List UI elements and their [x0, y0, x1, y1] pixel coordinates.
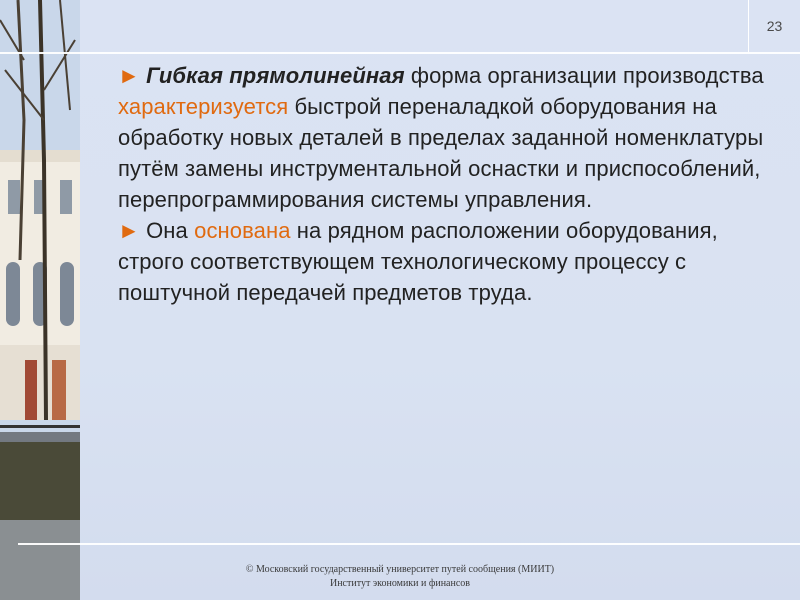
- paragraph-2: [118, 215, 778, 308]
- slide-body: [118, 60, 778, 308]
- accent-word-characterized: характеризуется: [118, 94, 289, 119]
- paragraph-2-text-b: на рядном расположении оборудования, строго соответствующем технологическому процессу с поштучной передачей предметов труда.: [118, 218, 718, 305]
- building-photo-image: [0, 0, 80, 600]
- footer-institute: Институт экономики и финансов: [329, 578, 471, 589]
- paragraph-2-text-a: Она: [139, 218, 195, 243]
- paragraph-1-text-a: форма организации производства: [404, 63, 764, 88]
- paragraph-1-text-b: быстрой переналадкой оборудования на обработку новых деталей в пределах заданной номенклатуры путём замены инструментальной оснастки и приспособлений, перепрограммирования системы управления.: [118, 94, 764, 212]
- top-divider: [0, 52, 800, 54]
- footer: [200, 563, 600, 591]
- term-highlight: Гибкая прямолинейная: [146, 63, 405, 88]
- footer-copyright: © Московский государственный университет путей сообщения (МИИТ): [245, 564, 555, 575]
- bullet-arrow-icon: ►: [118, 218, 140, 243]
- accent-word-based: основана: [194, 218, 291, 243]
- bottom-divider: [18, 543, 800, 545]
- building-photo: [0, 0, 80, 600]
- slide-number: 23: [766, 18, 783, 34]
- paragraph-1: [118, 60, 778, 215]
- bullet-arrow-icon: ►: [118, 63, 140, 88]
